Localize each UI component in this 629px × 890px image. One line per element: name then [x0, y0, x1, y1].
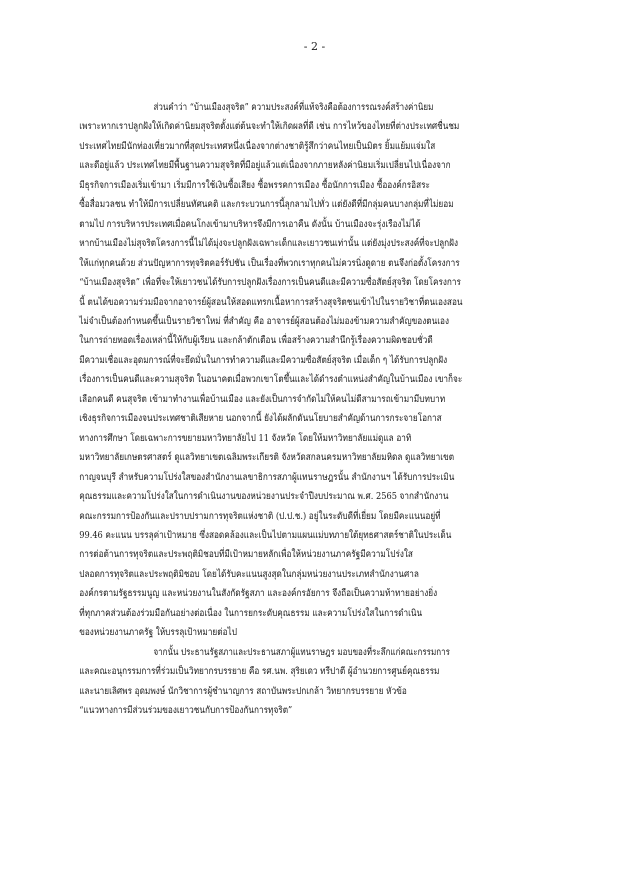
text-line: ของหน่วยงานภาครัฐ ให้บรรลุเป้าหมายต่อไป	[79, 627, 237, 639]
text-line: ไม่จำเป็นต้องกำหนดขึ้นเป็นรายวิชาใหม่ ที่สำคัญ คือ อาจารย์ผู้สอนต้องไม่มองข้ามความสำคัญของตนเอง	[79, 315, 449, 327]
text-line: และดีอยู่แล้ว ประเทศไทยมีพื้นฐานความสุจริตที่มีอยู่แล้วแต่เนื่องจากภายหลังค่านิยมเริ่มเปลี่ยนไปเนื่องจาก	[79, 160, 451, 172]
page-number: - 2 -	[303, 40, 326, 53]
text-line: คุณธรรมและความโปร่งใสในการดำเนินงานของหน่วยงานประจำปีงบประมาณ พ.ศ. 2565 จากสำนักงาน	[79, 491, 449, 503]
text-line: นี้ ตนได้ขอความร่วมมือจากอาจารย์ผู้สอนให้สอดแทรกเนื้อหาการสร้างสุจริตชนเข้าไปในรายวิชาที่ตนเองสอน	[79, 296, 463, 308]
text-line: เชิงธุรกิจการเมืองจนประเทศชาติเสียหาย นอกจากนี้ ยังได้ผลักดันนโยบายสำคัญด้านการกระจายโอกาส	[79, 413, 442, 425]
text-line: 99.46 คะแนน บรรลุค่าเป้าหมาย ซึ่งสอดคล้องและเป็นไปตามแผนแม่บทภายใต้ยุทธศาสตร์ชาติในประเด็น	[79, 529, 452, 541]
text-line: เพราะหากเราปลูกฝังให้เกิดค่านิยมสุจริตตั้งแต่ต้นจะทำให้เกิดผลที่ดี เช่น การไหว้ของไทยที่ต่างประเทศชื่นชม	[79, 121, 460, 133]
text-line: องค์กรตามรัฐธรรมนูญ และหน่วยงานในสังกัดรัฐสภา และองค์กรอัยการ จึงถือเป็นความท้าทายอย่างยิ่ง	[79, 588, 438, 600]
text-line: ในการถ่ายทอดเรื่องเหล่านี้ให้กับผู้เรียน และกล้าตักเตือน เพื่อสร้างความสำนึกรู้เรื่องความผิดชอบชั่วดี	[79, 335, 433, 347]
text-line: ที่ทุกภาคส่วนต้องร่วมมือกันอย่างต่อเนื่อง ในการยกระดับคุณธรรม และความโปร่งใสในการดำเนิน	[79, 607, 423, 619]
text-line: ปลอดการทุจริตและประพฤติมิชอบ โดยได้รับคะแนนสูงสุดในกลุ่มหน่วยงานประเภทสำนักงานศาล	[79, 568, 419, 580]
text-line: ส่วนคำว่า “บ้านเมืองสุจริต” ความประสงค์ที่แท้จริงคือต้องการรณรงค์สร้างค่านิยม	[153, 102, 434, 113]
text-line: ให้แก่ทุกคนด้วย ส่วนปัญหาการทุจริตคอร์รัปชัน เป็นเรื่องที่พวกเราทุกคนไม่ควรนิ่งดูดาย ตนจึงก่อตั้งโครงการ	[79, 257, 460, 269]
text-line: ทางการศึกษา โดยเฉพาะการขยายมหาวิทยาลัยไป 11 จังหวัด โดยให้มหาวิทยาลัยแม่ดูแล อาทิ	[79, 432, 412, 444]
text-line: มหาวิทยาลัยเกษตรศาสตร์ ดูแลวิทยาเขตเฉลิมพระเกียรติ จังหวัดสกลนครมหาวิทยาลัยมหิดล ดูแลวิทยาเขต	[79, 452, 455, 464]
text-line: “แนวทางการมีส่วนร่วมของเยาวชนกับการป้องกันการทุจริต”	[79, 705, 293, 717]
text-line: และคณะอนุกรรมการที่ร่วมเป็นวิทยากรบรรยาย คือ รศ.นพ. สุริยเดว ทรีปาตี ผู้อำนวยการศูนย์คุณธรรม	[79, 666, 440, 678]
text-line: การต่อต้านการทุจริตและประพฤติมิชอบที่มีเป้าหมายหลักเพื่อให้หน่วยงานภาครัฐมีความโปร่งใส	[79, 549, 413, 561]
text-line: กาญจนบุรี สำหรับความโปร่งใสของสำนักงานเลขาธิการสภาผู้แทนราษฎรนั้น สำนักงานฯ ได้รับการประเมิน	[79, 471, 455, 483]
text-line: มีความเชื่อและอุดมการณ์ที่จะยึดมั่นในการทำความดีและมีความซื่อสัตย์สุจริต เมื่อเด็ก ๆ ได้รับการปลูกฝัง	[79, 354, 448, 366]
text-line: จากนั้น ประธานรัฐสภาและประธานสภาผู้แทนราษฎร มอบของที่ระลึกแก่คณะกรรมการ	[153, 646, 450, 658]
text-line: “บ้านเมืองสุจริต” เพื่อที่จะให้เยาวชนได้รับการปลูกฝังเรื่องการเป็นคนดีและมีความซื่อสัตย์สุจริต โดยโครงการ	[79, 277, 461, 289]
paragraph-1	[79, 98, 550, 643]
text-line: ตามไป การบริหารประเทศเมื่อคนโกงเข้ามาบริหารจึงมีการเอาคืน ดังนั้น บ้านเมืองจะรุ่งเรืองไม่ได้	[79, 218, 421, 230]
paragraph-2	[79, 643, 550, 721]
text-line: ซื้อสื่อมวลชน ทำให้มีการเปลี่ยนทัศนคติ และกระบวนการนี้ลุกลามไปทั่ว แต่ยังดีที่มีกลุ่มคนบางกลุ่มที่ไม่ยอม	[79, 199, 454, 211]
text-line: และนายเลิศพร อุดมพงษ์ นักวิชาการผู้ชำนาญการ สถาบันพระปกเกล้า วิทยากรบรรยาย หัวข้อ	[79, 685, 407, 697]
text-line: มีธุรกิจการเมืองเริ่มเข้ามา เริ่มมีการใช้เงินซื้อเสียง ซื้อพรรคการเมือง ซื้อนักการเมือง ซื้อองค์กรอิสระ	[79, 179, 430, 191]
text-line: หากบ้านเมืองไม่สุจริตโครงการนี้ไม่ได้มุ่งจะปลูกฝังเฉพาะเด็กและเยาวชนเท่านั้น แต่ยังมุ่งประสงค์ที่จะปลูกฝัง	[79, 238, 459, 250]
text-line: เรื่องการเป็นคนดีและความสุจริต ในอนาคตเมื่อพวกเขาโตขึ้นและได้ดำรงตำแหน่งสำคัญในบ้านเมือง เขาก็จะ	[79, 374, 463, 386]
body-text	[79, 98, 550, 721]
text-line: ประเทศไทยมีนักท่องเที่ยวมากที่สุดประเทศหนึ่งเนื่องจากต่างชาติรู้สึกว่าคนไทยเป็นมิตร ยิ้มแย้มแจ่มใส	[79, 140, 436, 152]
text-line: คณะกรรมการป้องกันและปราบปรามการทุจริตแห่งชาติ (ป.ป.ช.) อยู่ในระดับดีที่เยี่ยม โดยมีคะแนนอยู่ที่	[79, 510, 441, 522]
text-line: เลือกคนดี คนสุจริต เข้ามาทำงานเพื่อบ้านเมือง และยังเป็นการจำกัดไม่ให้คนไม่ดีสามารถเข้ามามีบทบาท	[79, 393, 446, 405]
